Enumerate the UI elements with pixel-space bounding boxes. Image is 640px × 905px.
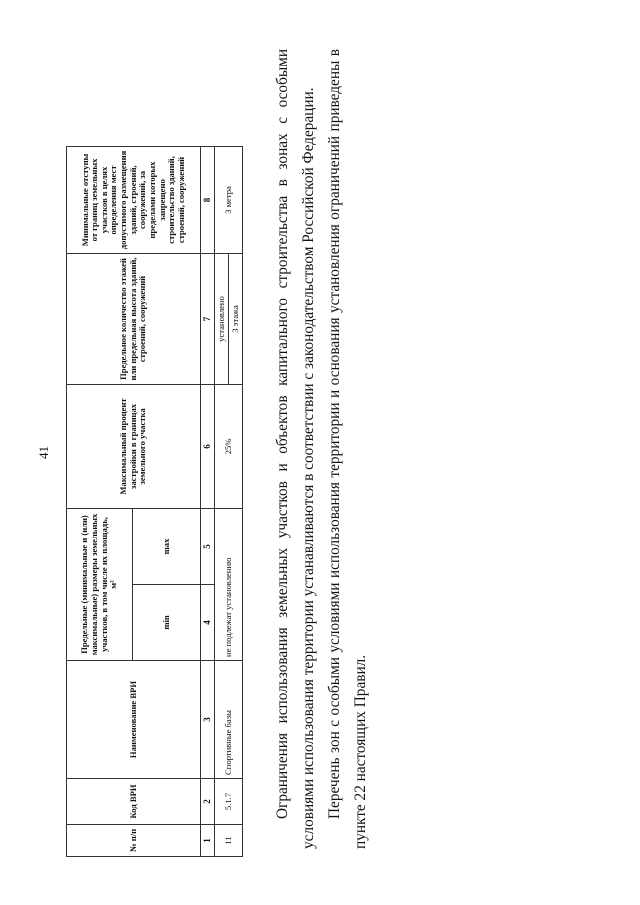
header-plot-size: Предельные (минимальные и (или) максимальные) размеры земельных участков, в том числе их площадь, м² xyxy=(67,509,133,661)
column-number: 5 xyxy=(201,509,215,585)
paragraph-restrictions: Ограничения использования земельных участков и объектов капитального строительства в зонах с особыми условиями использования территории устанавливаются в соответствии с законодательством Российской Федерации. xyxy=(274,49,317,849)
header-no: № п/п xyxy=(67,825,201,857)
column-number: 8 xyxy=(201,147,215,254)
row-plot-size: не подлежат установлению xyxy=(215,509,243,661)
row-code: 5.1.7 xyxy=(215,779,243,825)
row-max-percent: 25% xyxy=(215,385,243,509)
zoning-parameters-table xyxy=(66,146,243,857)
column-number: 4 xyxy=(201,585,215,661)
header-max-percent: Максимальный процент застройки в границах земельного участка xyxy=(67,385,201,509)
row-name: Спортивные базы xyxy=(215,661,243,779)
header-min: min xyxy=(133,585,201,661)
header-code: Код ВРИ xyxy=(67,779,201,825)
header-max: max xyxy=(133,509,201,585)
row-floors-note: установлено xyxy=(215,254,229,385)
page-number: 41 xyxy=(36,446,51,459)
column-number: 7 xyxy=(201,254,215,385)
header-setback: Минимальные отступы от границ земельных участков в целях определения мест допустимого размещения зданий, строений, сооружений, за пределами которых запрещено строительство зданий, строений, сооружений xyxy=(67,147,201,254)
row-floors: 3 этажа xyxy=(229,254,243,385)
column-number: 3 xyxy=(201,661,215,779)
column-number: 6 xyxy=(201,385,215,509)
paragraph-zone-list: Перечень зон с особыми условиями использования территории и основания установления ограничений приведены в пункте 22 настоящих Правил. xyxy=(326,49,369,849)
body-text xyxy=(270,49,374,849)
column-number: 2 xyxy=(201,779,215,825)
header-name: Наименование ВРИ xyxy=(67,661,201,779)
column-number: 1 xyxy=(201,825,215,857)
row-number: 11 xyxy=(215,825,243,857)
header-floors: Предельное количество этажей или предельная высота зданий, строений, сооружений xyxy=(67,254,201,385)
row-setback: 3 метра xyxy=(215,147,243,254)
